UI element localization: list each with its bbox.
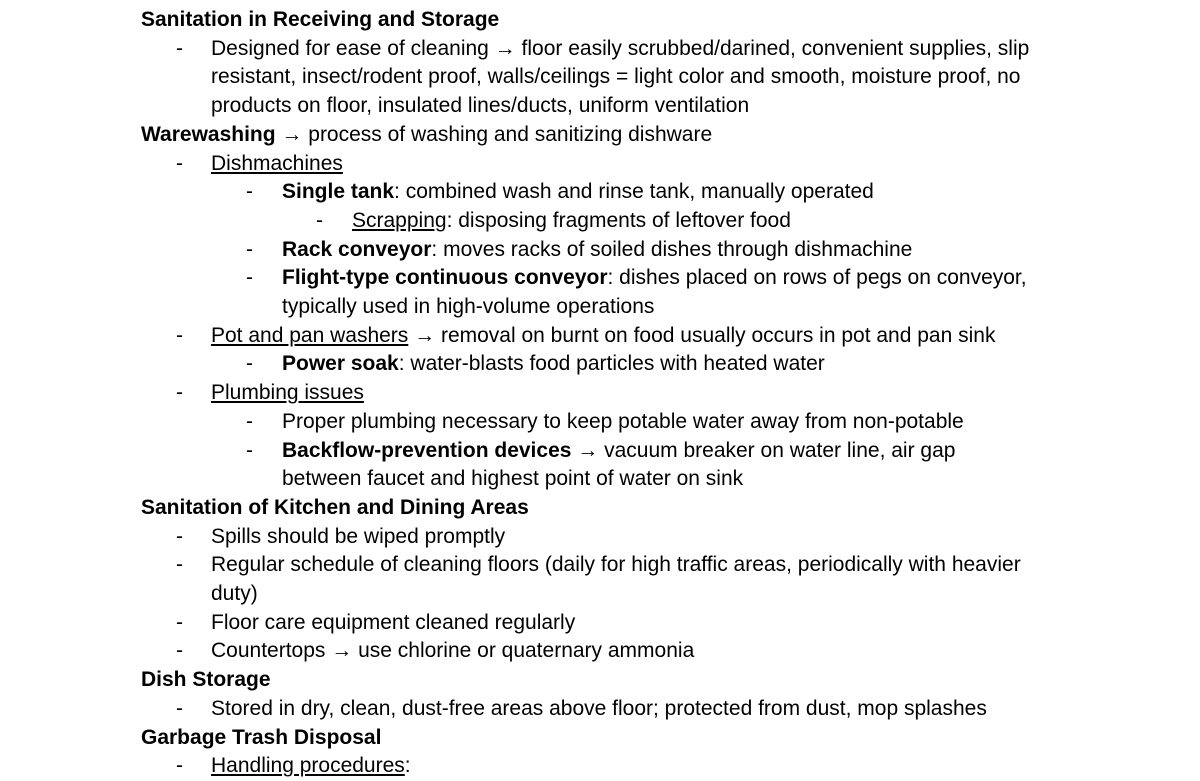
bullet-dash: - (246, 237, 253, 261)
bullet-dash: - (176, 553, 183, 577)
list-item-rack-conveyor: - Rack conveyor: moves racks of soiled dishes through dishmachine (0, 236, 1200, 265)
list-item-plumbing-issues: - Plumbing issues (0, 379, 1200, 408)
bullet-dash: - (176, 151, 183, 175)
bullet-dash: - (246, 352, 253, 376)
bullet-dash: - (246, 409, 253, 433)
bullet-dash: - (316, 208, 323, 232)
list-item-scrapping: - Scrapping: disposing fragments of leftover food (0, 207, 1200, 236)
list-item-power-soak: - Power soak: water-blasts food particles with heated water (0, 350, 1200, 379)
list-item: - Regular schedule of cleaning floors (daily for high traffic areas, periodically with heavier duty) (176, 553, 1021, 606)
heading-warewashing: Warewashing → process of washing and sanitizing dishware (141, 122, 713, 146)
heading-dish-storage: Dish Storage (141, 668, 271, 692)
list-item-single-tank: - Single tank: combined wash and rinse tank, manually operated (0, 178, 1200, 207)
list-item: - Stored in dry, clean, dust-free areas above floor; protected from dust, mop splashes (0, 695, 1200, 724)
list-item: - Countertops → use chlorine or quaternary ammonia (0, 637, 1200, 666)
list-item-handling-procedures: - Handling procedures: (0, 752, 1200, 781)
list-item-proper-plumbing: - Proper plumbing necessary to keep potable water away from non-potable (0, 408, 1200, 437)
heading-sanitation-receiving-storage: Sanitation in Receiving and Storage (141, 8, 500, 31)
heading-garbage-trash-disposal: Garbage Trash Disposal (141, 725, 382, 749)
bullet-dash: - (246, 438, 253, 462)
list-item-flight-type-conveyor: - Flight-type continuous conveyor: dishes placed on rows of pegs on conveyor, typically used in high-volume operations (246, 266, 1027, 319)
list-item: - Designed for ease of cleaning → floor easily scrubbed/darined, convenient supplies, slip resistant, insect/rodent proof, walls/ceilings = light color and smooth, moisture proof, no products on floor, insulated lines/ducts, uniform ventilation (176, 36, 1030, 118)
document-body (0, 6, 1200, 781)
bullet-dash: - (176, 696, 183, 720)
list-item-pot-and-pan: - Pot and pan washers → removal on burnt on food usually occurs in pot and pan sink (0, 322, 1200, 351)
bullet-dash: - (246, 266, 253, 290)
bullet-dash: - (246, 180, 253, 204)
list-item-dishmachines: - Dishmachines (0, 150, 1200, 179)
bullet-dash: - (176, 524, 183, 548)
bullet-dash: - (176, 639, 183, 663)
heading-sanitation-kitchen-dining: Sanitation of Kitchen and Dining Areas (141, 495, 529, 519)
bullet-dash: - (176, 323, 183, 347)
bullet-dash: - (176, 36, 183, 60)
bullet-dash: - (176, 610, 183, 634)
list-item: - Spills should be wiped promptly (0, 523, 1200, 552)
list-item-backflow-prevention: - Backflow-prevention devices → vacuum breaker on water line, air gap between faucet and highest point of water on sink (246, 438, 956, 491)
bullet-dash: - (176, 754, 183, 778)
bullet-dash: - (176, 381, 183, 405)
list-item: - Floor care equipment cleaned regularly (0, 609, 1200, 638)
